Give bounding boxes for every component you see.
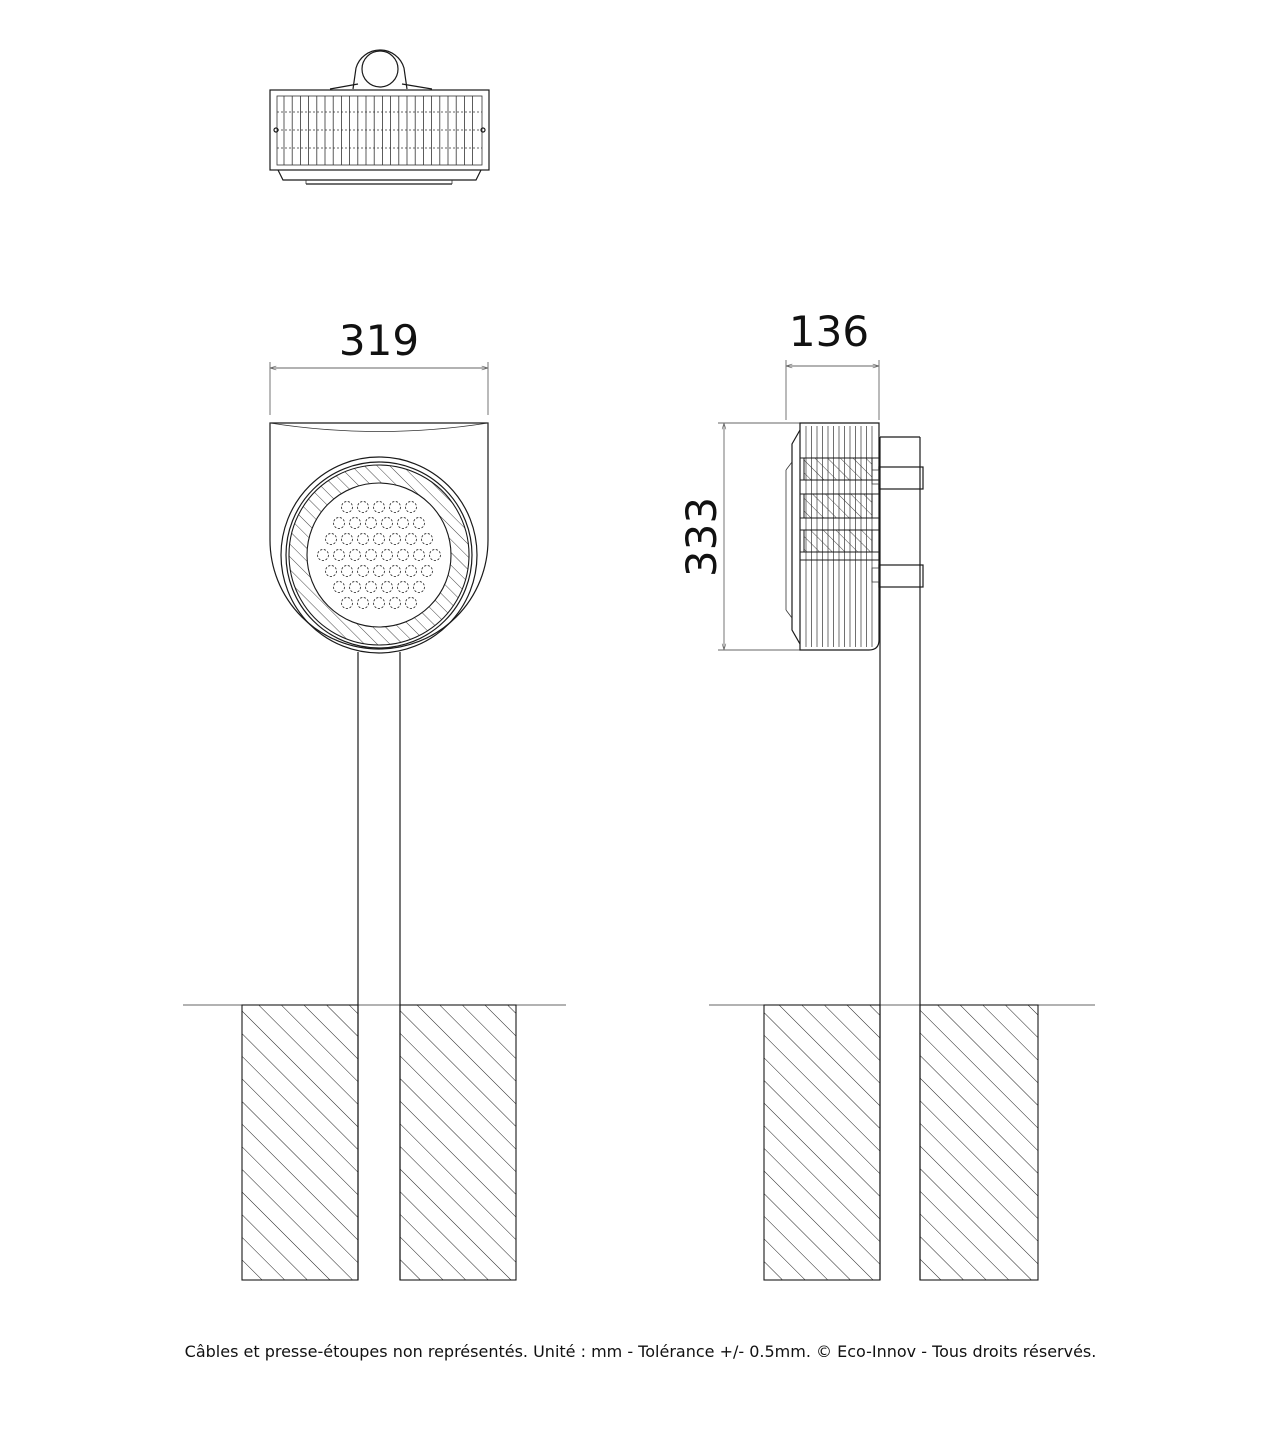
depth-dimension: 136 (788, 307, 870, 356)
footer-note: Câbles et presse-étoupes non représentés. Unité : mm - Tolérance +/- 0.5mm. © Eco-Innov - Tous droits réservés. (184, 1342, 1097, 1361)
top-view-fins (277, 96, 482, 165)
width-dimension: 319 (338, 316, 420, 365)
front-view (183, 316, 566, 1280)
height-dimension: 333 (677, 496, 726, 578)
side-view (677, 307, 1095, 1280)
top-view (270, 50, 489, 184)
